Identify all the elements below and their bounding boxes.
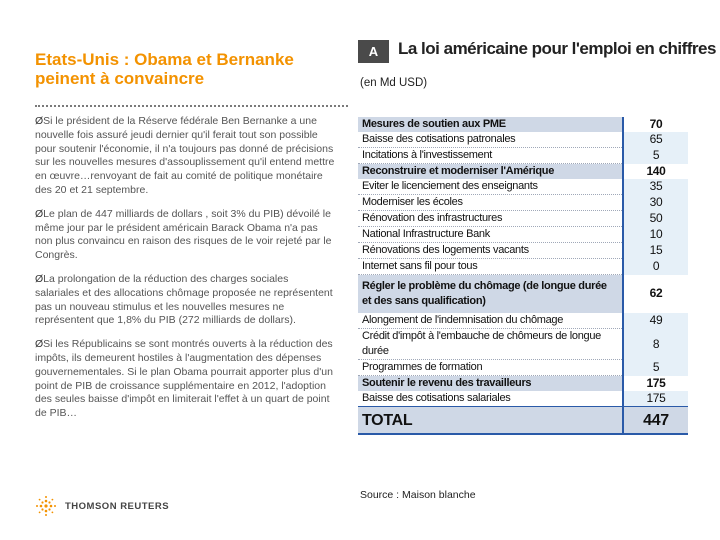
total-label: TOTAL (358, 407, 623, 435)
bullet-item (35, 338, 335, 421)
table-row (358, 227, 688, 243)
row-label: Alongement de l'indemnisation du chômage (358, 313, 623, 329)
table-row (358, 329, 688, 360)
total-value: 447 (623, 407, 688, 435)
table-row (358, 211, 688, 227)
jobs-act-table (358, 117, 688, 435)
row-label: National Infrastructure Bank (358, 227, 623, 243)
row-label: Rénovations des logements vacants (358, 243, 623, 259)
row-value: 10 (623, 227, 688, 243)
table-row (358, 164, 688, 180)
row-label: Reconstruire et moderniser l'Amérique (358, 164, 623, 180)
bullet-list (35, 115, 335, 431)
table-row (358, 195, 688, 211)
table-row (358, 132, 688, 148)
row-value: 62 (623, 275, 688, 314)
row-label: Moderniser les écoles (358, 195, 623, 211)
table-row (358, 148, 688, 164)
bullet-text: La prolongation de la réduction des charges sociales salariales et des allocations chômage proposée ne représentent pas un nouveau stimulus et les nouvelles mesures ne représentent que 1,8% du PIB (272 milliards de dollars). (35, 272, 333, 327)
table-row (358, 243, 688, 259)
row-value: 50 (623, 211, 688, 227)
row-value: 65 (623, 132, 688, 148)
figure-unit: (en Md USD) (360, 77, 428, 89)
bullet-text: Le plan de 447 milliards de dollars , soit 3% du PIB) dévoilé le même jour par le président américain Barack Obama n'a pas non plus convaincu en raison des risques de le voir rejeté par le Congrès. (35, 207, 332, 262)
bullet-arrow-icon: Ø (35, 115, 44, 127)
row-label: Internet sans fil pour tous (358, 259, 623, 275)
row-label: Régler le problème du chômage (de longue durée et des sans qualification) (358, 275, 623, 314)
row-label: Rénovation des infrastructures (358, 211, 623, 227)
table-row (358, 391, 688, 407)
table-row (358, 376, 688, 392)
row-label: Crédit d'impôt à l'embauche de chômeurs de longue durée (358, 329, 623, 360)
table-row (358, 275, 688, 314)
table-row (358, 117, 688, 132)
row-value: 70 (623, 117, 688, 132)
bullet-text: Si le président de la Réserve fédérale Ben Bernanke a une nouvelle fois assuré jeudi dernier qu'il ferait tout son possible pour soutenir l'économie, il n'a toujours pas donné de précisions sur les nouvelles mesures d'assouplissement qu'il entend mettre en œuvre…renvoyant de fait au comité de politique monétaire des 20 et 21 septembre. (35, 115, 335, 196)
total-row (358, 407, 688, 435)
bullet-item (35, 115, 335, 198)
row-value: 30 (623, 195, 688, 211)
bullet-text: Si les Républicains se sont montrés ouverts à la réduction des impôts, ils demeurent hostiles à l'augmentation des dépenses gouvernementales. Si le plan Obama pourrait apporter plus d'un point de PIB de croissance supplémentaire en 2012, l'adoption des seules baisse d'impôt en limiterait l'effet à un quart de point de PIB… (35, 338, 333, 420)
table-row (358, 259, 688, 275)
row-label: Mesures de soutien aux PME (358, 117, 623, 132)
table-row (358, 179, 688, 195)
table-row (358, 313, 688, 329)
row-label: Incitations à l'investissement (358, 148, 623, 164)
row-value: 15 (623, 243, 688, 259)
slide-title: Etats-Unis : Obama et Bernanke peinent à convaincre (35, 50, 294, 88)
row-value: 175 (623, 376, 688, 392)
figure-title: La loi américaine pour l'emploi en chiffres (398, 39, 716, 58)
row-value: 0 (623, 259, 688, 275)
row-label: Eviter le licenciement des enseignants (358, 179, 623, 195)
bullet-item (35, 208, 335, 263)
row-value: 5 (623, 148, 688, 164)
bullet-item (35, 273, 335, 328)
bullet-arrow-icon: Ø (35, 338, 44, 351)
row-label: Soutenir le revenu des travailleurs (358, 376, 623, 392)
row-value: 35 (623, 179, 688, 195)
row-value: 5 (623, 360, 688, 376)
row-value: 8 (623, 329, 688, 360)
figure-source: Source : Maison blanche (360, 489, 476, 501)
bullet-arrow-icon: Ø (35, 272, 44, 285)
row-label: Programmes de formation (358, 360, 623, 376)
title-divider (35, 105, 348, 107)
table-row (358, 360, 688, 376)
thomson-reuters-logo-icon (35, 495, 57, 517)
row-label: Baisse des cotisations salariales (358, 391, 623, 407)
row-value: 175 (623, 391, 688, 407)
bullet-arrow-icon: Ø (35, 207, 44, 220)
row-label: Baisse des cotisations patronales (358, 132, 623, 148)
company-logo (35, 495, 169, 517)
row-value: 140 (623, 164, 688, 180)
figure-label: A (358, 40, 389, 63)
row-value: 49 (623, 313, 688, 329)
company-name: THOMSON REUTERS (65, 500, 170, 512)
